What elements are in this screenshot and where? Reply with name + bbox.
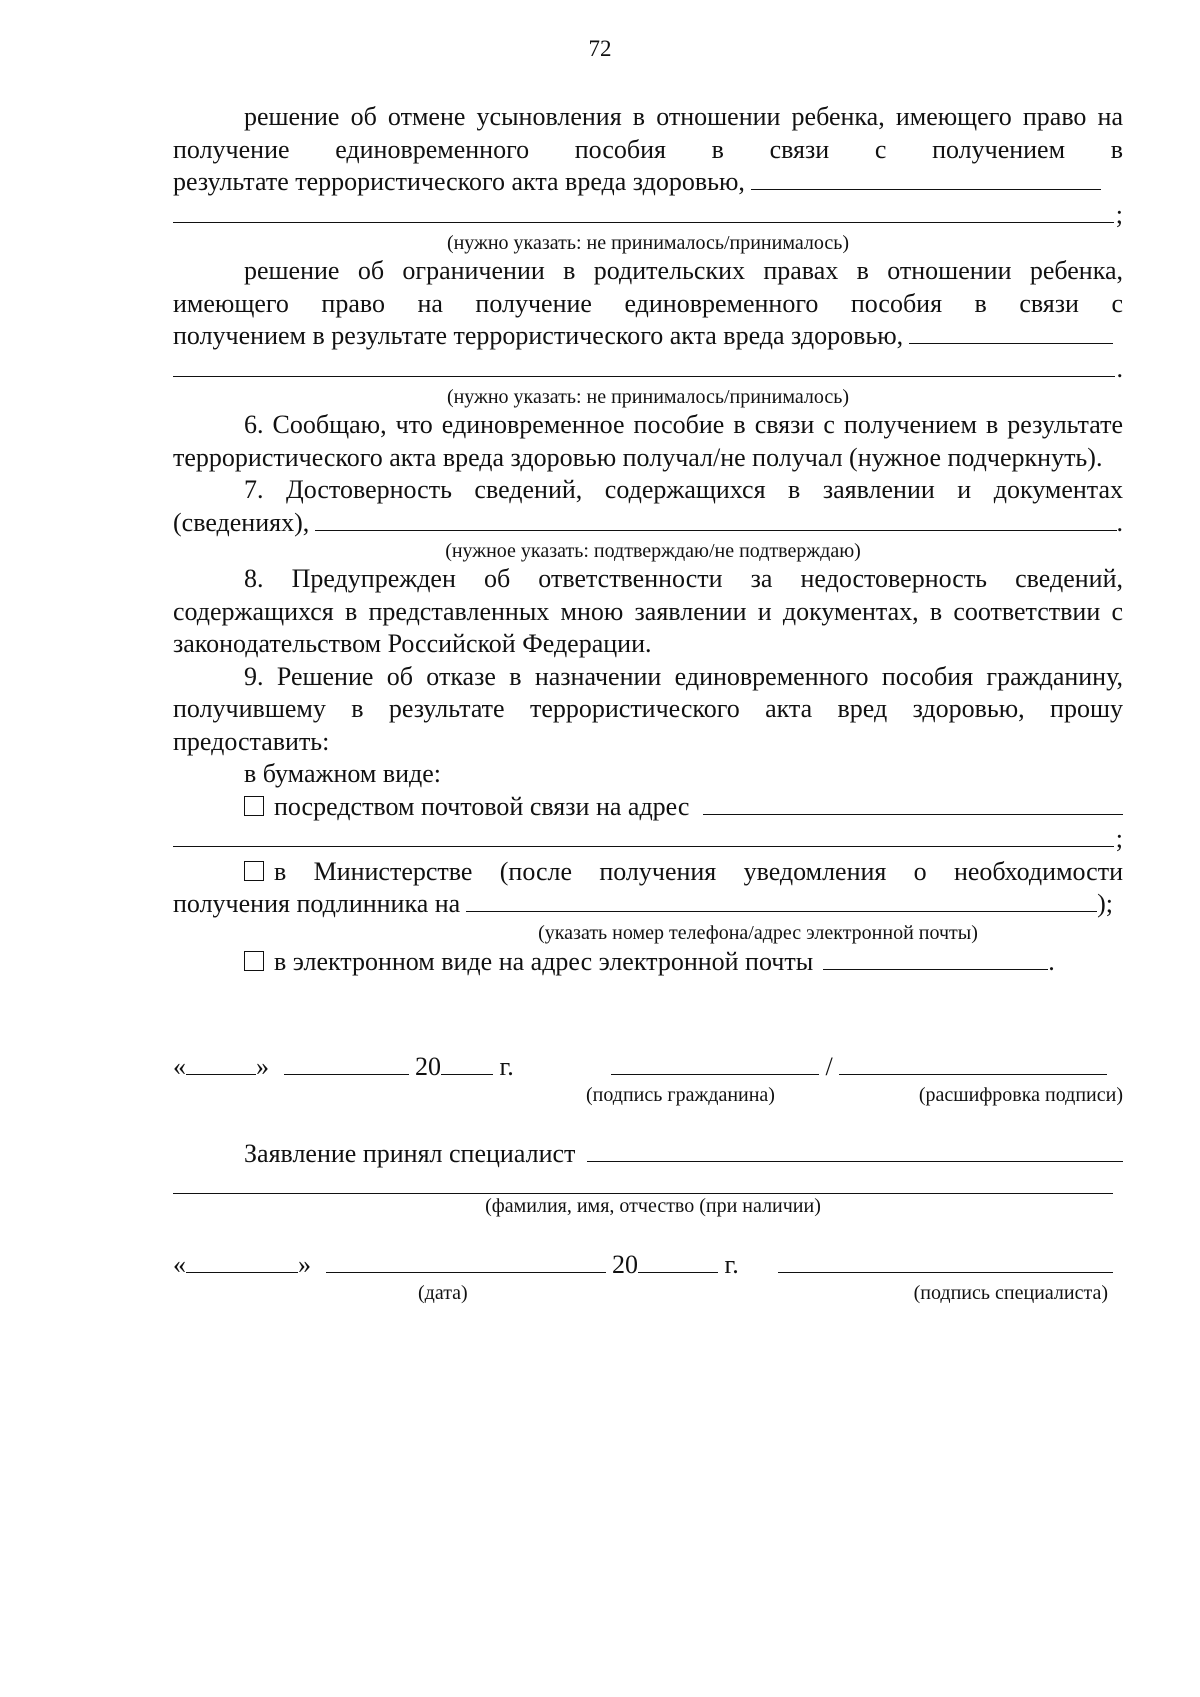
citizen-name-field[interactable] <box>839 1050 1107 1075</box>
specialist-signature-row: « » 20 г. <box>173 1248 1123 1282</box>
ministry-checkbox[interactable] <box>244 861 264 881</box>
citizen-day-field[interactable] <box>186 1050 256 1075</box>
specialist-field-continued[interactable] <box>173 1171 1113 1194</box>
paragraph-9: 9. Решение об отказе в назначении единовременного пособия гражданину, получившему в результате террористического акта вред здоровью, прошу предоставить: <box>173 661 1123 756</box>
specialist-field[interactable] <box>587 1139 1123 1162</box>
caption-citizen-signature: (подпись гражданина) <box>586 1084 775 1106</box>
paragraph-6: 6. Сообщаю, что единовременное пособие в связи с получением в результате террористического акта вреда здоровью получал/не получал (нужное подчеркнуть). <box>173 410 1123 472</box>
hint-parental-rights: (нужно указать: не принималось/принималось) <box>446 386 850 408</box>
citizen-signature-field[interactable] <box>611 1050 819 1075</box>
email-checkbox[interactable] <box>244 951 264 971</box>
caption-decode: (расшифровка подписи) <box>918 1084 1123 1106</box>
paragraph-8: 8. Предупрежден об ответственности за недостоверность сведений, содержащихся в представленных мною заявлении и документах, в соответствии с законодательством Российской Федерации. <box>173 564 1123 658</box>
caption-specialist-name: (фамилия, имя, отчество (при наличии) <box>485 1194 821 1217</box>
specialist-day-field[interactable] <box>186 1248 298 1273</box>
application-body: решение об отмене усыновления в отношении ребенка, имеющего право на получение единовременного пособия в связи с получением в результате террористического акта вреда здоровью, ; (нужно указать: не принималось/принималось) решение об ограничении в родительских правах в отношении ребенка, имеющего право на получение единовременного пособия в связи с получением в результате террористического акта вреда здоровью, . (нужно указать: не принималось/принималось) 6. Сообщаю, что единовременное пособие в связи с получением в результате террористического акта вреда здоровью получал/не получал (нужное подчеркнуть). 7. Достоверность сведений, содержащихся в заявлении и документах (сведениях), . (нужное указать: подтверждаю/не подтверждаю) 8. Предупрежден об ответственности за недостоверность сведений, содержащихся в представленных мною заявлении и документах, в соответствии с законодательством Российской Федерации. 9. Решение об отказе в назначении единовременного пособия гражданину, получившему в результате террористического акта вред здоровью, прошу предоставить: в бумажном виде: посредством почтовой связи на адрес ; в Министерстве (после получения уведомления о необходимости получения подлинника на ); (указать номер телефона/адрес электронной почты) в электронном виде на адрес электронной почты . « » 20 г. / (подпись гражданина) (расшифровка подписи) Заявление принял специалист (фамилия, имя, отчество (при наличии) « » 20 г. (дата) (подпись специалиста) <box>173 102 1123 1304</box>
reliability-field[interactable] <box>315 508 1116 531</box>
paragraph-adoption-cancel: решение об отмене усыновления в отношении ребенка, имеющего право на получение единовременного пособия в связи с получением в <box>173 102 1123 164</box>
adoption-cancel-field[interactable] <box>751 167 1101 190</box>
specialist-year-field[interactable] <box>638 1248 718 1273</box>
page-number: 72 <box>588 36 612 61</box>
hint-contact: (указать номер телефона/адрес электронной почты) <box>538 921 978 944</box>
parental-rights-field[interactable] <box>909 321 1113 344</box>
hint-adoption-cancel: (нужно указать: не принималось/принималось) <box>446 232 850 254</box>
parental-rights-field-continued[interactable] <box>173 354 1115 377</box>
adoption-cancel-field-continued[interactable] <box>173 200 1114 223</box>
specialist-signature-field[interactable] <box>778 1248 1113 1273</box>
citizen-month-field[interactable] <box>284 1050 409 1075</box>
adoption-cancel-answer-line: результате террористического акта вреда здоровью, <box>173 166 1123 199</box>
post-address-field[interactable] <box>703 792 1123 815</box>
paragraph-7: 7. Достоверность сведений, содержащихся в заявлении и документах <box>244 475 1123 504</box>
accepted-by-line: Заявление принял специалист <box>173 1138 1123 1171</box>
caption-specialist-signature: (подпись специалиста) <box>913 1281 1108 1304</box>
option-email: в электронном виде на адрес электронной почты . <box>173 945 1123 979</box>
citizen-signature-row: « » 20 г. / <box>173 1050 1123 1084</box>
citizen-year-field[interactable] <box>441 1050 493 1075</box>
paper-form-label: в бумажном виде: <box>244 759 442 788</box>
caption-date: (дата) <box>418 1281 468 1304</box>
post-address-field-continued[interactable] <box>173 824 1114 847</box>
post-checkbox[interactable] <box>244 796 264 816</box>
email-field[interactable] <box>823 945 1048 970</box>
paragraph-parental-rights: решение об ограничении в родительских правах в отношении ребенка, имеющего право на получение единовременного пособия в связи с <box>173 256 1123 318</box>
option-ministry: в Министерстве (после получения уведомления о необходимости <box>173 856 1123 889</box>
option-post: посредством почтовой связи на адрес <box>173 791 1123 824</box>
parental-rights-answer-line: получением в результате террористического акта вреда здоровью, <box>173 320 1123 353</box>
specialist-month-field[interactable] <box>326 1248 606 1273</box>
hint-reliability: (нужное указать: подтверждаю/не подтверждаю) <box>445 540 861 562</box>
contact-field[interactable] <box>466 889 1097 912</box>
